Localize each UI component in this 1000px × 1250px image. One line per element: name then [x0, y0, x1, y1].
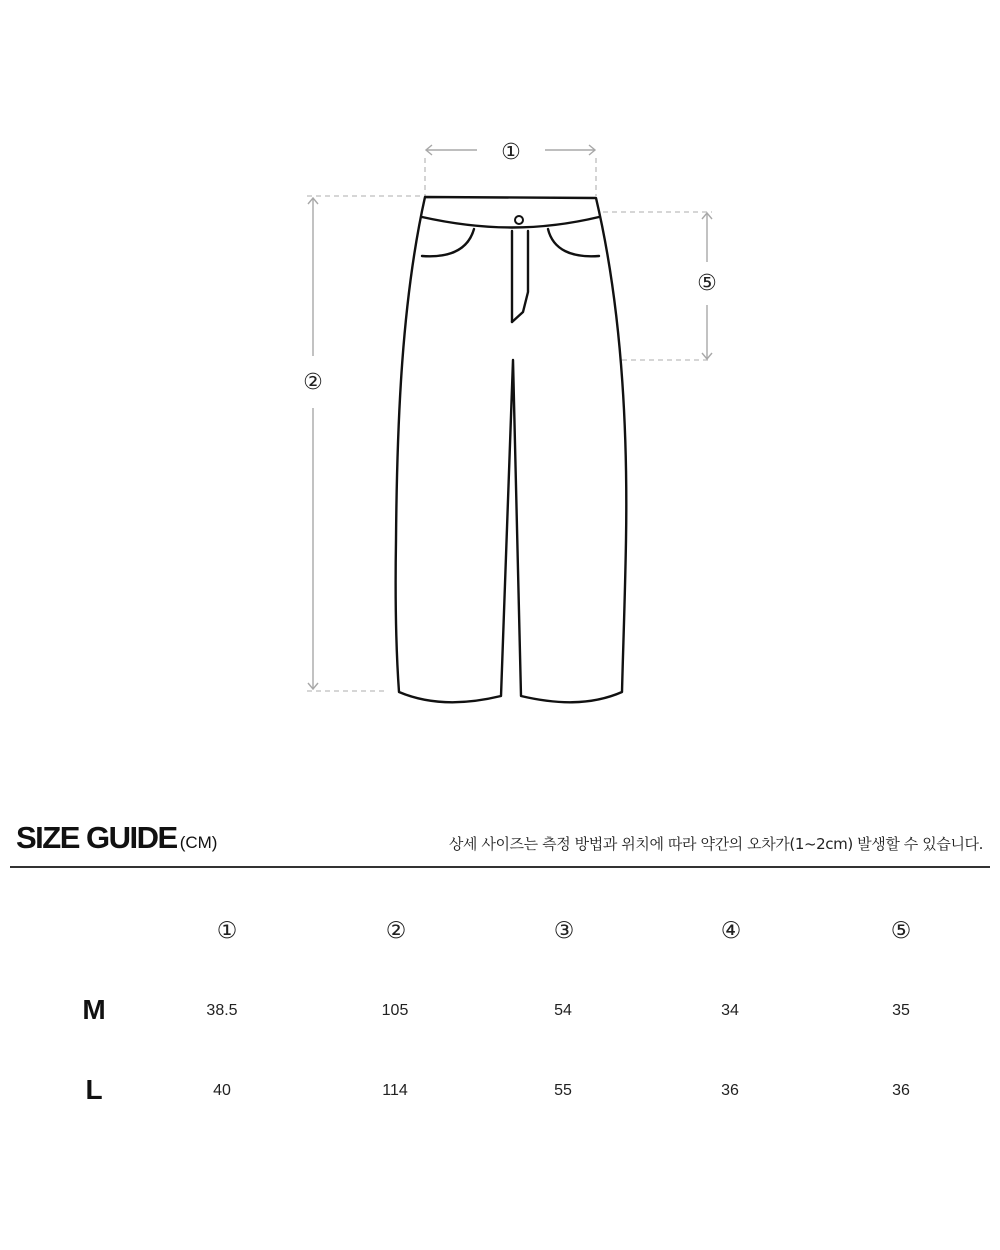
- diagram-label-rise: ⑤: [697, 271, 717, 296]
- table-cell: 35: [892, 1002, 910, 1019]
- table-header-1: ①: [216, 918, 238, 944]
- button: [515, 216, 523, 224]
- table-cell: 54: [554, 1002, 572, 1019]
- table-cell: 40: [213, 1082, 231, 1099]
- table-header-2: ②: [385, 918, 407, 944]
- diagram-label-length: ②: [303, 370, 323, 395]
- measurement-note: 상세 사이즈는 측정 방법과 위치에 따라 약간의 오차가(1~2cm) 발생할 수 있습니다.: [448, 835, 983, 853]
- table-header-4: ④: [720, 918, 742, 944]
- table-cell: 38.5: [206, 1002, 238, 1019]
- table-cell: 114: [382, 1082, 408, 1099]
- size-label-m: M: [82, 994, 106, 1025]
- diagram-label-waist: ①: [501, 140, 521, 165]
- pants-outline: [396, 197, 627, 702]
- table-divider: [10, 866, 990, 868]
- table-cell: 36: [892, 1082, 910, 1099]
- size-label-l: L: [85, 1074, 103, 1105]
- size-guide-title: [16, 820, 217, 856]
- table-cell: 55: [554, 1082, 572, 1099]
- size-guide-title-text: SIZE GUIDE: [16, 820, 177, 855]
- size-guide-unit: (CM): [179, 833, 218, 852]
- table-cell: 34: [721, 1002, 739, 1019]
- table-header-5: ⑤: [890, 918, 912, 944]
- table-cell: 105: [381, 1002, 409, 1019]
- table-header-3: ③: [553, 918, 575, 944]
- table-cell: 36: [721, 1082, 739, 1099]
